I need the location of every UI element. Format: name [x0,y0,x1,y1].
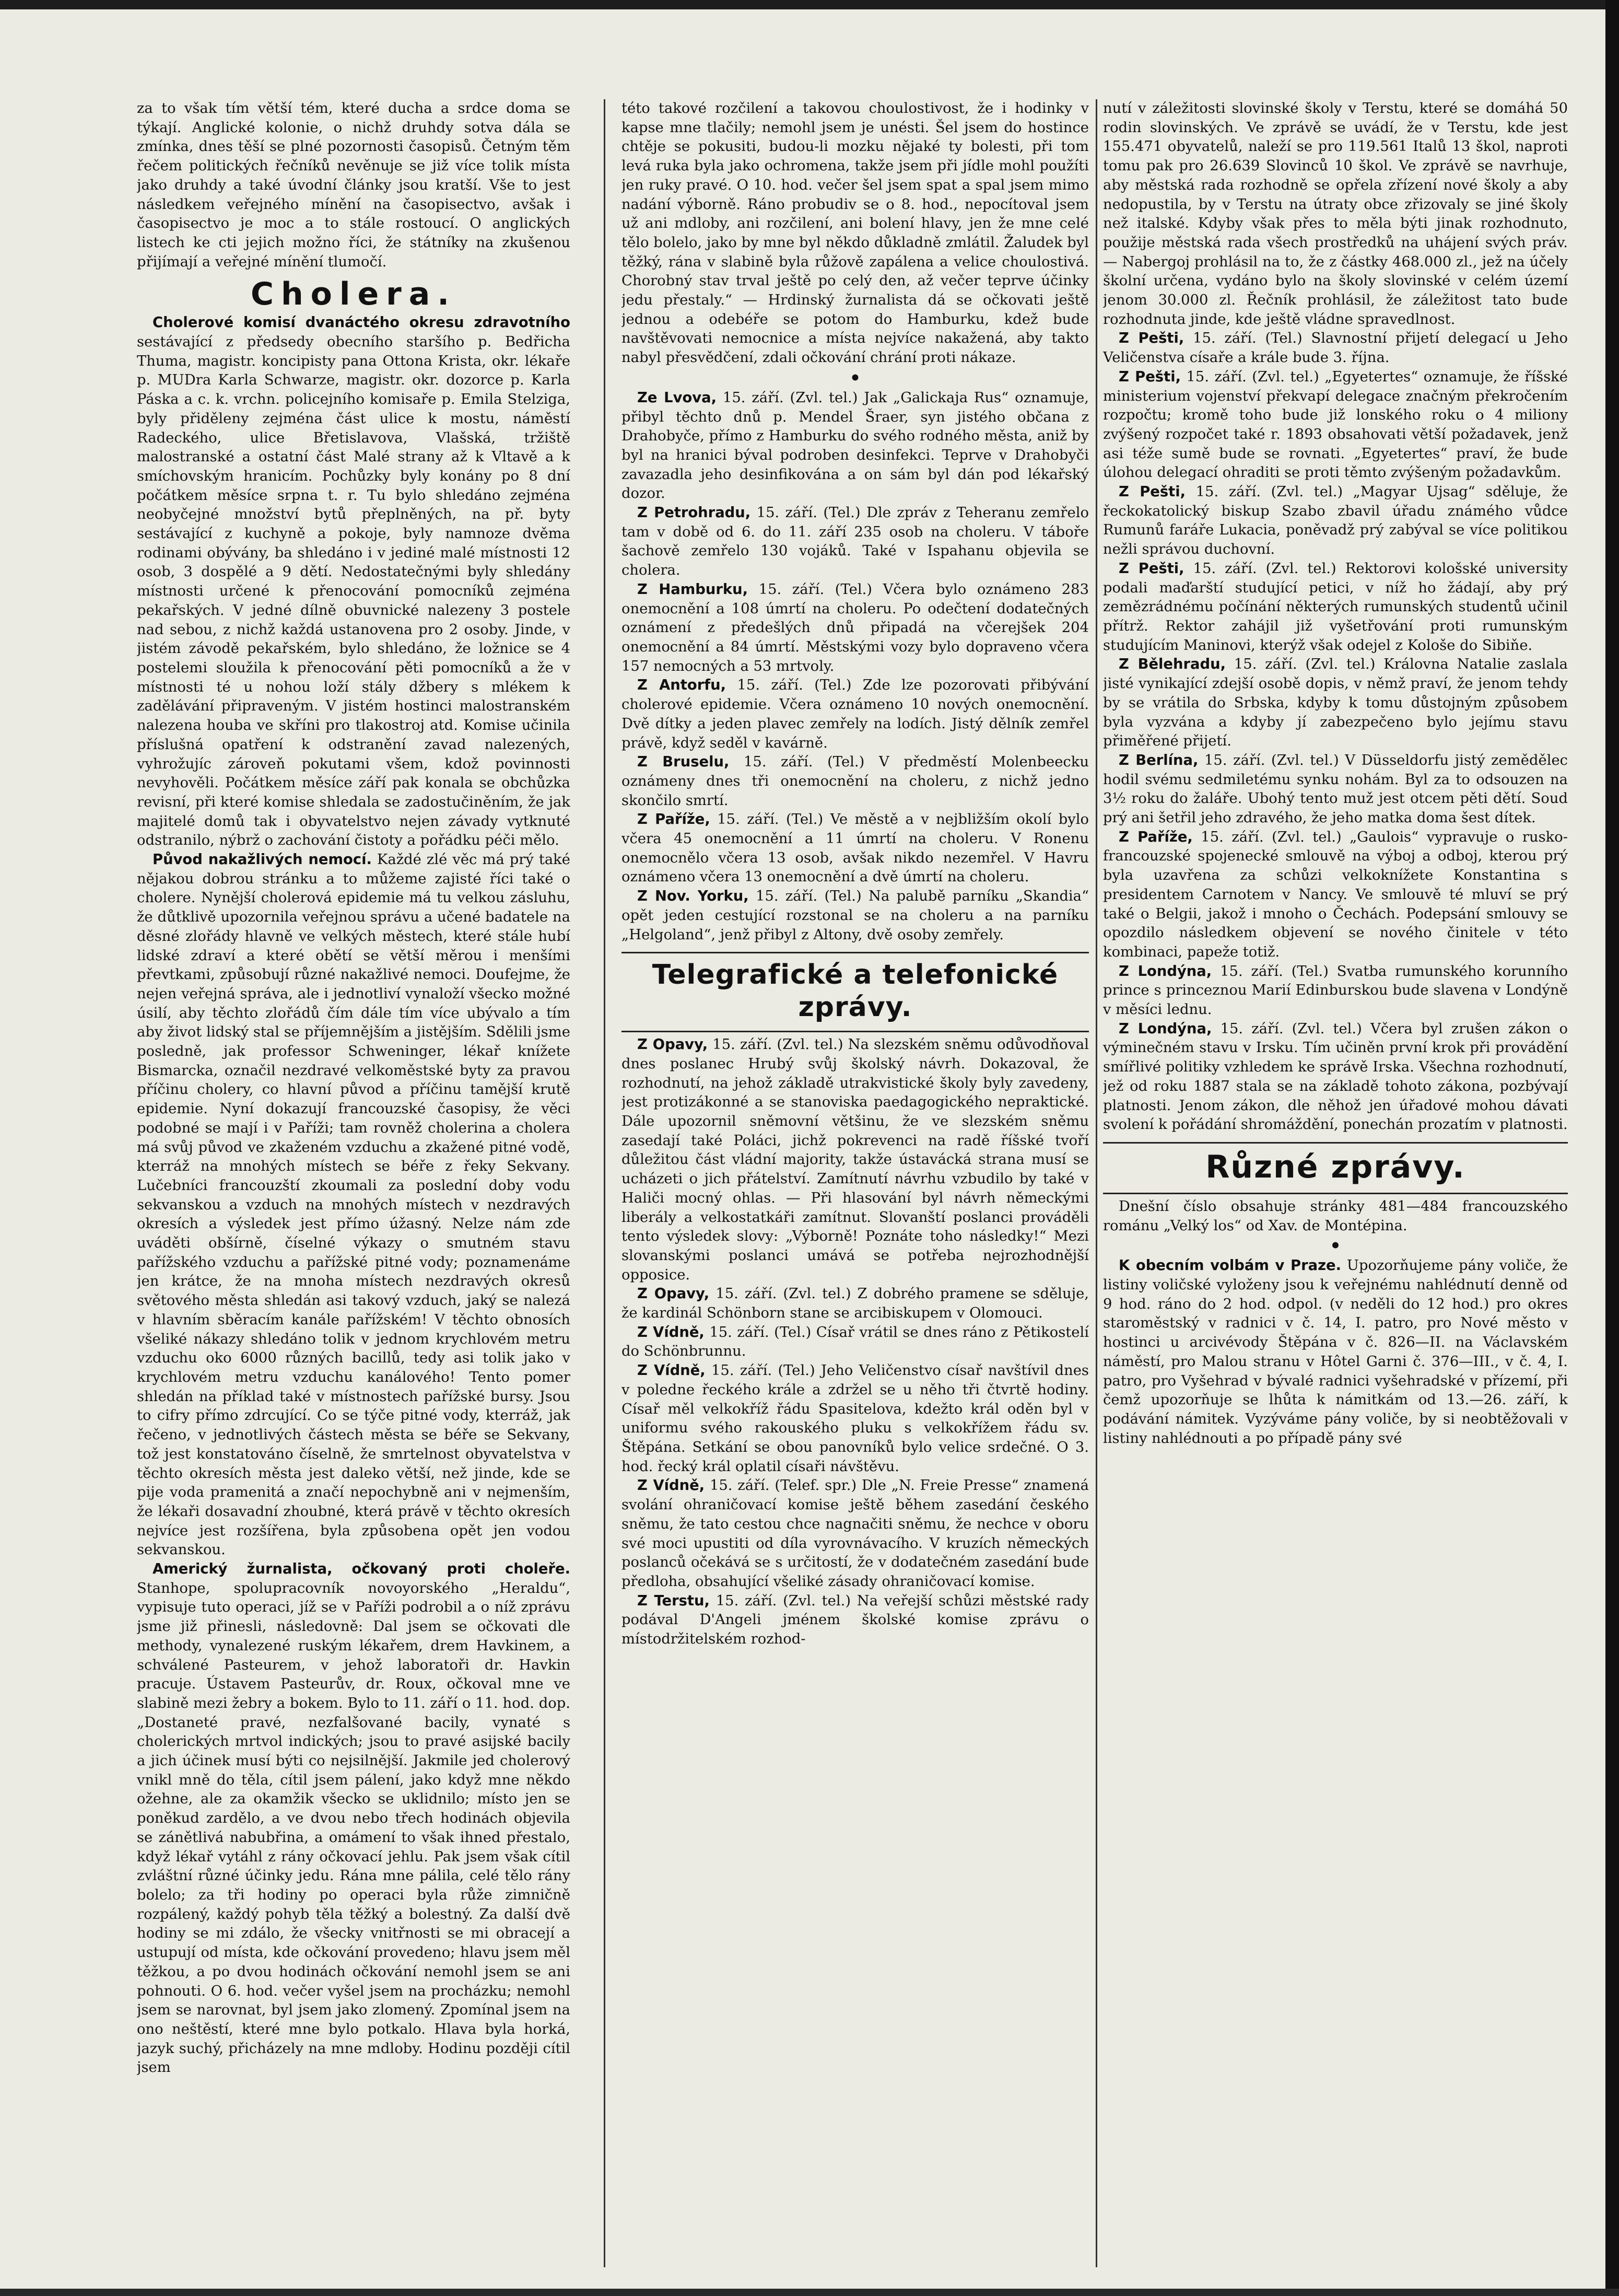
news-item: Z Vídně, 15. září. (Tel.) Jeho Veličenstvo císař navštívil dnes v poledne řeckého krále a zdržel se u něho tři čtvrtě hodiny. Císař měl velkokříž řádu Spasitelova, kdežto král oděn byl v uniformu svého rakouského pluku s velkokřížem řádu sv. Štěpána. Setkání se obou panovníků bylo velice srdečné. O 3. hod. řecký král oplatil císaři návštěvu. [621,1362,1089,1475]
news-item: Z Vídně, 15. září. (Tel.) Císař vrátil se dnes ráno z Pětikostelí do Schönbrunnu. [621,1324,1089,1360]
scan-top-edge [0,0,1619,9]
scan-bottom-edge [0,2289,1619,2296]
paragraph: Dnešní číslo obsahuje stránky 481—484 francouzského románu „Velký los“ od Xav. de Montépina. [1103,1198,1568,1234]
paragraph: nutí v záležitosti slovinské školy v Terstu, které se domáhá 50 rodin slovinských. Ve zprávě se uvádí, že v Terstu, kde jest 155.471 obyvatelů, naleží se pro 119.561 Italů 13 škol, naproti tomu pak pro 26.639 Slovinců 10 škol. Ve zprávě se navrhuje, aby městská rada rozhodně se opřela zřízení nové školy a aby nedopustila, by v Terstu na útraty obce zřizovaly se jiné školy než italské. Kdyby však přes to měla býti jinak rozhodnuto, použije městská rada všech prostředků na uhájení svých práv. — Nabergoj prohlásil na to, že z částky 468.000 zl., jež na účely školní určena, vydáno bylo na školy slovinské v celém území jenom 30.000 zl. Řečník prohlásil, že záležitost tato bude rozhodnuta jinde, kde ještě vládne spravedlnost. [1103,100,1568,328]
column-1 [137,99,570,2267]
news-item: Z Londýna, 15. září. (Tel.) Svatba rumunského korunního prince s princeznou Marií Edinburskou bude slavena v Londýně v měsíci lednu. [1103,963,1568,1018]
news-item: Z Opavy, 15. září. (Zvl. tel.) Z dobrého pramene se sděluje, že kardinál Schönborn stane se arcibiskupem v Olomouci. [621,1286,1089,1322]
scan-right-edge [1605,0,1619,2296]
paragraph: za to však tím větší tém, které ducha a srdce doma se týkají. Anglické kolonie, o nichž druhdy sotva dála se zmínka, dnes těší se plné pozornosti časopisů. Četným těm řečem politických řečníků nevěnuje se již více tolik místa jako druhdy a také úvodní články jsou kratší. Vše to jest následkem veřejného mínění na časopisectvo, avšak i časopisectvo je moc a to stále rostoucí. O anglických listech ke cti jejich možno říci, že státníky na zkušenou přijímají a veřejné mínění tlumočí. [137,100,570,270]
news-item: Z Pešti, 15. září. (Tel.) Slavnostní přijetí delegací u Jeho Veličenstva císaře a krále bude 3. října. [1103,330,1568,366]
column-2 [621,99,1089,2267]
column-3 [1103,99,1568,2267]
news-item: Z Londýna, 15. září. (Zvl. tel.) Včera byl zrušen zákon o výminečném stavu v Irsku. Tím učiněn první krok při provádění smířlivé politiky vzhledem ke správě Irska. Všechna rozhodnutí, jež od roku 1887 stala se na základě tohoto zákona, pozbývají platnosti. Jenom zákon, dle něhož jen úřadové mohou dávati svolení k pořádání shromáždění, ponechán prozatím v platnosti. [1103,1020,1568,1133]
news-item: Z Pešti, 15. září. (Zvl. tel.) „Egyetertes“ oznamuje, že říšské ministerium vojenství překvapí delegace značným překročením rozpočtu; kromě toho bude již lonského roku o 4 miliony zvýšený rozpočet také r. 1893 obsahovati větší požadavek, jenž asi téže sumě bude se rovnati. „Egyetertes“ praví, že bude úlohou delegací ohraditi se proti těmto zvýšeným požadavkům. [1103,368,1568,481]
news-item: Z Opavy, 15. září. (Zvl. tel.) Na slezském sněmu odůvodňoval dnes poslanec Hrubý svůj školský návrh. Dokazoval, že rozhodnutí, na jehož základě utrakvistické školy byly zavedeny, jest protizákonné a se stanoviska paedagogického nepraktické. Dále upozornil sněmovní většinu, že ve slezském sněmu zasedají také Poláci, jichž pokrevenci na radě říšské tvoří důležitou část vládní majority, takže ústavácká strana musí se ucházeti o jich přátelství. Zamítnutí návrhu vzbudilo by také v Haliči mocný ohlas. — Při hlasování byl návrh německými liberály a velkostatkáři zamítnut. Slovanští poslanci prováděli tento výsledek slovy: „Výborně! Poznáte toho následky!“ Mezi slovanskými poslanci umává se potřeba nejrozhodnější opposice. [621,1036,1089,1283]
heading-rule [1103,1193,1568,1194]
paragraph: Cholerové komisí dvanáctého okresu zdravotního sestávající z předsedy obecního staršího p. Bedřicha Thuma, magistr. koncipisty pana Ottona Krista, okr. lékaře p. MUDra Karla Schwarze, magistr. okr. dozorce p. Karla Páska a c. k. vrchn. policejního komisaře p. Emila Stelziga, byly přiděleny zejména část ulice k mostu, náměstí Radeckého, ulice Břetislavova, Vlašská, tržiště malostranské a ostatní část Malé strany až k Vltavě a k smíchovským hranicím. Pochůzky byly konány po 8 dní počátkem měsíce srpna t. r. Tu bylo shledáno zejména neobyčejné množství bytů přeplněných, na př. byty sestávající z kuchyně a pokoje, byly namnoze dvěma rodinami obývány, ba shledáno i v jediné malé místnosti 12 osob, 3 dospělé a 9 dětí. Nedostatečnými byly shledány místnosti určené k přenocování pomocníků zejména pekařských. V jedné dílně obuvnické nalezeny 3 postele nad sebou, z nichž každá ustanovena pro 2 osoby. Jinde, v jistém závodě pekařském, bylo shledáno, že ložnice se 4 postelemi sloužila k přenocování pěti pomocníků a že v místnosti té u nohou loží stály džbery s mlékem k zadělávání připraveným. V jistém hostinci malostranském nalezena houba ve skříni pro tlakostroj atd. Komise učinila příslušná opatření k odstranění zavad nalezených, vyhrožujíc zároveň pokutami všem, kdož povinnosti nevyhověli. Počátkem měsíce září pak konala se obchůzka revisní, při které komise shledala se zadostučiněním, že jak majitelé domů tak i obyvatelstvo nejen závady vytknuté odstranilo, nýbrž o zachování čistoty a pořádku péči mělo. [137,314,570,849]
separator-dot: • [849,367,861,389]
news-item: Z Antorfu, 15. září. (Tel.) Zde lze pozorovati přibývání cholerové epidemie. Včera oznámeno 10 nových onemocnění. Dvě dítky a jeden plavec zemřely na lodích. Jistý dělník zemřel právě, když seděl v kavárně. [621,677,1089,751]
paragraph: této takové rozčilení a takovou choulostivost, že i hodinky v kapse mne tlačily; nemohl jsem je unésti. Šel jsem do hostince chtěje se pokusiti, budou-li mozku nějaké ty bolesti, při tom levá ruka byla jako ochromena, takže jsem při jídle mohl použíti jen ruky pravé. O 10. hod. večer šel jsem spat a spal jsem mimo nadání výborně. Ráno probudiv se o 8. hod., nepocítoval jsem už ani mdloby, ani rozčilení, ani bolení hlavy, jen že mne celé tělo bolelo, jako by mne byl někdo důkladně zmlátil. Žaludek byl těžký, rána v slabině byla růžově zapálena a velice choulostivá. Chorobný stav trval ještě po celý den, až večer teprve účinky jedu přestaly.“ — Hrdinský žurnalista dá se očkovati ještě jednou a odebéře se potom do Hamburku, kdež bude navštěvovati nemocnice a místa nejvíce nakažená, aby takto nabyl přesvědčení, zdali očkování chrání proti nákaze. [621,100,1089,366]
news-item: Z Pešti, 15. září. (Zvl. tel.) „Magyar Ujsag“ sděluje, že řeckokatolický biskup Szabo zbavil úřadu známého vůdce Rumunů faráře Lukacia, poněvadž prý zabýval se více politikou nežli správou duchovní. [1103,484,1568,558]
news-item: Z Terstu, 15. září. (Zvl. tel.) Na veřejší schůzi městské rady podával D'Angeli jménem školské komise zprávu o místodržitelském rozhod- [621,1592,1089,1648]
news-item: Z Petrohradu, 15. září. (Tel.) Dle zpráv z Teheranu zemřelo tam v době od 6. do 11. září 235 osob na choleru. V táboře šachově zemřelo 130 vojáků. Také v Ispahanu objevila se cholera. [621,505,1089,579]
column-rule-2 [1096,99,1097,2267]
section-heading-various-news: Různé zprávy. [1205,1148,1465,1185]
separator-dot: • [1330,1236,1341,1257]
news-item: Z Pešti, 15. září. (Zvl. tel.) Rektorovi kološské university podali maďarští studující petici, v níž ho žádají, aby prý zemězrádnému počínání některých rumunských studentů učinil přítrž. Rektor zahájil již vyšetřování proti rumunským studujícím Maninovi, kterýž však odejel z Kološe do Sibiňe. [1103,560,1568,654]
news-item: Z Bruselu, 15. září. (Tel.) V předměstí Molenbeecku oznámeny dnes tři onemocnění na choleru, z nichž jedno skončilo smrtí. [621,754,1089,809]
news-item: Z Nov. Yorku, 15. září. (Tel.) Na palubě parníku „Skandia“ opět jeden cestující rozstonal se na choleru a na parníku „Helgoland“, jenž přibyl z Altony, dvě osoby zemřely. [621,888,1089,943]
news-item: Z Berlína, 15. září. (Zvl. tel.) V Düsseldorfu jistý zemědělec hodil svému sedmiletému synku nohám. Byl za to odsouzen na 3½ roku do žaláře. Ubohý tento muž jest otcem pěti dětí. Soud prý ani šetřil jeho zdravého, že jeho matka doma šest dítek. [1103,752,1568,826]
news-item: Ze Lvova, 15. září. (Zvl. tel.) Jak „Galickaja Rus“ oznamuje, přibyl těchto dnů p. Mendel Šraer, syn jistého občana z Drahobyče, přímo z Hamburku do svého rodného města, aniž by byl na hranici býval podroben desinfekci. Teprve v Drahobyči zavazadla jeho desinfikována a on sám byl dán pod lékařský dozor. [621,389,1089,502]
news-item: Z Hamburku, 15. září. (Tel.) Včera bylo oznámeno 283 onemocnění a 108 úmrtí na choleru. Po odečtení dodatečných oznámení z předešlých dnů připadá na včerejšek 204 onemocnění a 84 úmrtí. Městskými vozy bylo dopraveno včera 157 nemocných a 53 mrtvoly. [621,581,1089,674]
heading-rule [621,1031,1089,1032]
news-item: Z Paříže, 15. září. (Zvl. tel.) „Gaulois“ vypravuje o rusko-francouzské spojenecké smlouvě na výboj a odboj, kterou prý byla uzavřena za schůzi velkoknížete Konstantina s presidentem Carnotem v Nancy. Ve smlouvě té mluví se prý také o Belgii, jakož i mnoho o Čechách. Podepsání smlouvy se opozdilo následkem objevení se nového činitele v této kombinaci, papeže totiž. [1103,829,1568,960]
paragraph: Americký žurnalista, očkovaný proti choleře. Stanhope, spolupracovník novoyorského „Heraldu“, vypisuje tuto operaci, jíž se v Paříži podrobil a o níž zprávu jsme již přinesli, následovně: Dal jsem se očkovati dle methody, vynalezené ruským lékařem, drem Havkinem, a schválené Pasteurem, v jehož laboratoři dr. Havkin pracuje. Ústavem Pasteurův, dr. Roux, očkoval mne ve slabině mezi žebry a bokem. Bylo to 11. září o 11. hod. dop. „Dostaneté pravé, nezfalšované bacily, vynaté s cholerických mrtvol indických; jsou to pravé asijské bacily a jich účinek musí býti co nejsilnější. Jakmile jed cholerový vnikl mně do těla, cítil jsem pálení, jako když mne někdo ožehne, ale za okamžik všecko se uklidnilo; místo jen se poněkud zardělo, a ve dvou nebo třech hodinách objevila se zánětlivá nabubřina, a omámení to však ihned přestalo, když lékař vytáhl z rány očkovací jehlu. Pak jsem však cítil zvláštní různé účinky jedu. Rána mne pálila, celé tělo rány bolelo; za tři hodiny po operaci byla růže zimničně rozpálený, každý pohyb těla těžký a bolestný. Za další dvě hodiny se mi zdálo, že všecky vnitřnosti se mi obracejí a ustupují od místa, kde očkování provedeno; hlavu jsem měl těžkou, a po dvou hodinách očkování nemohl jsem se ani pohnouti. O 6. hod. večer vyšel jsem na procházku; nemohl jsem se narovnat, byl jsem jako zlomený. Zpomínal jsem na ono neštěstí, které mne bylo potkalo. Hlava byla horká, jazyk suchý, přicházely na mne mdloby. Hodinu později cítil jsem [137,1561,570,2076]
heading-rule [1103,1142,1568,1144]
heading-rule [621,952,1089,953]
news-item: Z Vídně, 15. září. (Telef. spr.) Dle „N. Freie Presse“ znamená svolání ohraničovací komise ještě během zasedání českého sněmu, že tato cestou chce nagnačiti sněmu, že nechce v oboru své moci upustiti od díla vyrovnávacího. V kruzích německých poslanců očekává se s určitostí, že v dodatečném zasedání bude předloha, obsahující všeliké zásady ohraničovací komise. [621,1477,1089,1590]
section-heading-cholera: Cholera. [250,276,457,313]
news-item: Z Bělehradu, 15. září. (Zvl. tel.) Královna Natalie zaslala jisté vynikající zdejší osobě dopis, v němž praví, že jenom tehdy by se vrátila do Srbska, kdyby k tomu důstojným způsobem byla vyzvána a kdyby jí zabezpečeno bylo jejímu stavu přiměřené přijetí. [1103,656,1568,750]
section-heading-telegrams: Telegrafické a telefonické zprávy. [652,959,1059,1023]
column-rule-1 [604,99,605,2267]
news-item: Z Paříže, 15. září. (Tel.) Ve městě a v nejbližším okolí bylo včera 45 onemocnění a 11 úmrtí na choleru. V Ronenu onemocnělo včera 13 osob, avšak nikdo nezemřel. V Havru oznámeno včera 13 onemocnění a dvě úmrtí na choleru. [621,811,1089,885]
paragraph: Původ nakažlivých nemocí. Každé zlé věc má prý také nějakou dobrou stránku a to můžeme zajisté říci také o cholere. Nynější cholerová epidemie má tu velkou zásluhu, že důtklivě upozornila veřejnou správu a učené badatele na děsné zlořády hlavně ve velkých městech, které stále hubí lidské zdraví a které obětí se větší měrou i menšími převtkami, způsobují různé nakažlivé nemoci. Doufejme, že nejen veřejná správa, ale i jednotliví vynaloží všecko možné úsilí, aby těchto zlořádů čím dále tím více ubývalo a tím aby život lidský stal se příjemnějším a jistějším. Sdělili jsme posledně, jak professor Schweninger, lékař knížete Bismarcka, označil nezdravé velkoměstské byty za pravou příčinu cholery, co hlavní původ a příčinu tamější krutě epidemie. Nyní dokazují francouzské časopisy, že věci podobné se mají i v Paříži; tam rovněž cholerina a cholera má svůj původ ve zkaženém vzduchu a zkažené pitné vodě, kterráž na mnohých místech se béře z řeky Sekvany. Lučebníci francouzští zkoumali za poslední doby vodu sekvanskou a vzduch na mnohých místech v nezdravých okresích a výsledek jest přímo úžasný. Nelze nám zde uváděti obšírně, číselné výkazy o smutném stavu pařížského vzduchu a pařížské pitné vody; poznamenáme jen krátce, že na mnoha místech nezdravých okresů světového města shledán asi takový vzduch, jaký se nalezá v hlavním sběracím kanále pařížském! V těchto obnosích všeliké nákazy shledáno tolik v jednom krychlovém metru vzduchu oko 6000 různých bacillů, tedy asi tolik jako v krychlovém metru vzduchu kanálového! Tento pomer shledán na příklad také v místnostech pařížské bursy. Jsou to cifry přímo zdrcující. Co se týče pitné vody, kterráž, jak řečeno, v jednotlivých částech města se béře se Sekvany, tož jest konstatováno číselně, že smrtelnost obyvatelstva v těchto okresích města jest daleko větší, než jinde, kde se pije voda pramenitá a značí nepochybně ani v nejmenším, že lékaři dosavadní zhoubné, která právě v těchto okresích nejvíce jest rozšířena, byla způsobena opět jen vodou sekvanskou. [137,852,570,1558]
paragraph: K obecním volbám v Praze. Upozorňujeme pány voliče, že listiny voličské vyloženy jsou k veřejnému nahlédnutí denně od 9 hod. ráno do 2 hod. odpol. (v neděli do 12 hod.) pro okres staroměstský v radnici v č. 14, I. patro, pro Nové město v hostinci u arcivévody Štěpána v č. 826—II. na Václavském náměstí, pro Malou stranu v Hôtel Garni č. 376—III., v č. 4, I. patro, pro Vyšehrad v bývalé radnici vyšehradské v přízemí, při čemž upozorňuje se lhůta k námitkám od 13.—26. září, k podávání námitek. Vyzýváme pány voliče, by si neobtěžovali v listiny nahlédnouti a po případě pány své [1103,1257,1568,1447]
